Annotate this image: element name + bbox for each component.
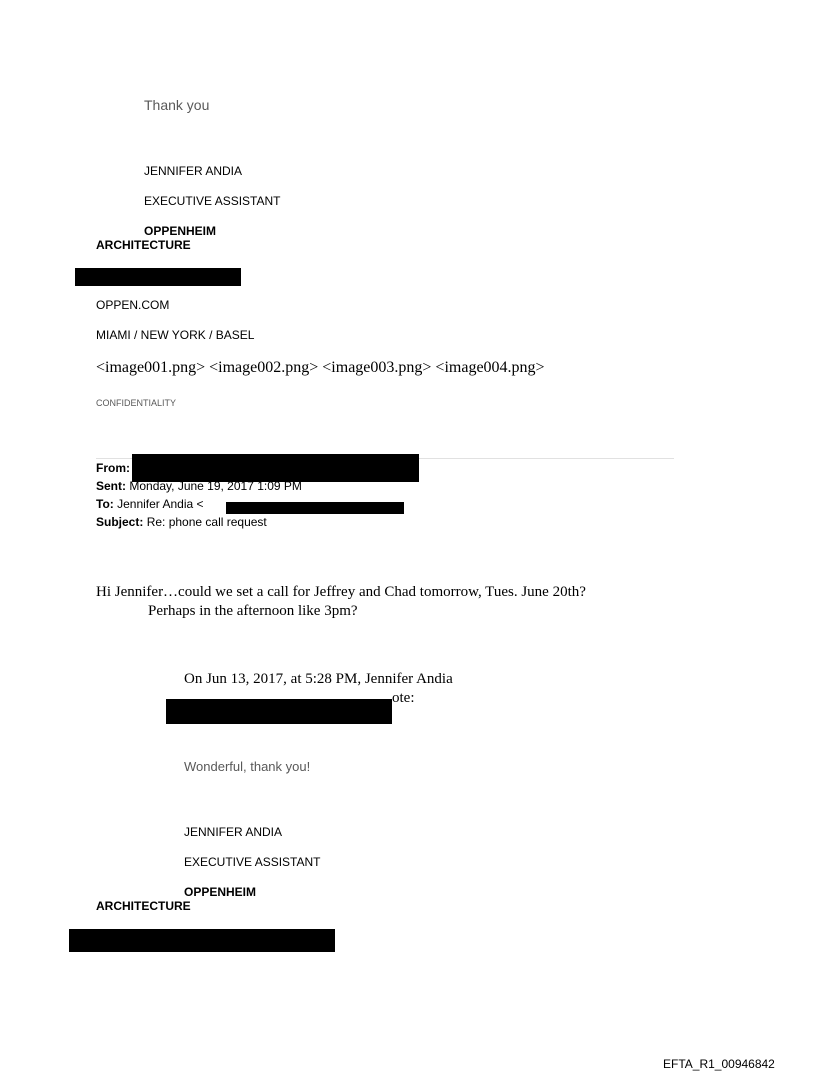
from-label: From: — [96, 461, 130, 475]
sent-value: Monday, June 19, 2017 1:09 PM — [129, 479, 302, 493]
signature-company-line2: ARCHITECTURE — [96, 238, 191, 252]
redaction-bar — [226, 502, 404, 514]
document-id: EFTA_R1_00946842 — [663, 1057, 775, 1071]
to-value: Jennifer Andia < — [117, 497, 204, 511]
redaction-bar — [75, 268, 241, 286]
signature-name: JENNIFER ANDIA — [184, 825, 283, 839]
subject-value: Re: phone call request — [146, 515, 267, 529]
to-row — [96, 497, 204, 511]
signature-company-line1: OPPENHEIM — [184, 885, 257, 899]
subject-label: Subject: — [96, 515, 144, 529]
thank-you-text: Thank you — [144, 97, 210, 113]
redaction-bar — [69, 929, 335, 952]
signature-company-line1: OPPENHEIM — [144, 224, 217, 238]
sent-label: Sent: — [96, 479, 126, 493]
redaction-bar — [132, 454, 419, 482]
signature-title: EXECUTIVE ASSISTANT — [184, 855, 321, 869]
body-line-2: Perhaps in the afternoon like 3pm? — [148, 603, 358, 619]
subject-row — [96, 515, 267, 529]
quoted-on-line: On Jun 13, 2017, at 5:28 PM, Jennifer Andia — [184, 671, 453, 687]
signature-locations: MIAMI / NEW YORK / BASEL — [96, 328, 255, 342]
attachments-line: <image001.png> <image002.png> <image003.png> <image004.png> — [96, 359, 545, 376]
sent-row — [96, 479, 302, 493]
confidentiality-label: CONFIDENTIALITY — [96, 398, 177, 408]
to-label: To: — [96, 497, 114, 511]
quoted-wrote-suffix: ote: — [392, 690, 415, 706]
signature-name: JENNIFER ANDIA — [144, 164, 243, 178]
signature-title: EXECUTIVE ASSISTANT — [144, 194, 281, 208]
body-line-1: Hi Jennifer…could we set a call for Jeffrey and Chad tomorrow, Tues. June 20th? — [96, 584, 586, 600]
signature-website: OPPEN.COM — [96, 298, 170, 312]
quoted-message: Wonderful, thank you! — [184, 759, 311, 774]
from-row — [96, 461, 130, 475]
redaction-bar — [166, 699, 392, 724]
signature-company-line2: ARCHITECTURE — [96, 899, 191, 913]
